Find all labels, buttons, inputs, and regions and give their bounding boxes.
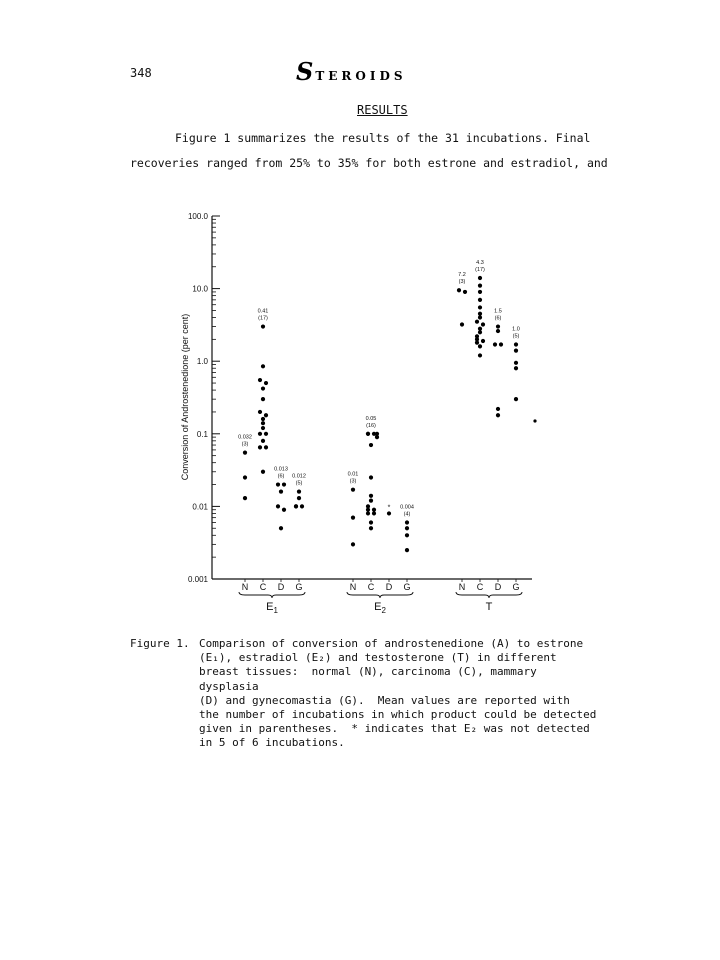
x-category-label: D: [385, 582, 393, 592]
group-brace: [239, 592, 305, 598]
data-point: [475, 341, 479, 345]
x-category-label: C: [367, 582, 375, 592]
data-point: [405, 520, 409, 524]
mean-annotation: 0.004: [400, 504, 414, 511]
data-point: [261, 364, 265, 368]
data-point: [243, 451, 247, 455]
data-point: [372, 511, 376, 515]
data-point: [243, 496, 247, 500]
data-point: [261, 417, 265, 421]
mean-annotation: 1.5: [494, 308, 502, 315]
body-text-line: recoveries ranged from 25% to 35% for both estrone and estradiol, and: [130, 156, 608, 170]
data-point: [297, 489, 301, 493]
data-point: [405, 548, 409, 552]
group-label: $E_2$: [374, 601, 386, 615]
data-point: [351, 542, 355, 546]
caption-text: Comparison of conversion of androstenedione (A) to estrone (E₁), estradiol (E₂) and testosterone (T) in different breast tissues: normal (N), carcinoma (C), mammary dysplasia (D) and gynecomastia (G). Mean values are reported with the number of incubations in which product could be detected given in parentheses. * indicates that E₂ was not detected in 5 of 6 incubations.: [199, 637, 597, 750]
data-point: [478, 298, 482, 302]
data-point: [366, 511, 370, 515]
data-point: [478, 276, 482, 280]
data-point: [496, 329, 500, 333]
data-point: [243, 475, 247, 479]
data-point: [369, 499, 373, 503]
figure-caption: [130, 637, 599, 751]
count-annotation: (5): [512, 333, 520, 340]
data-point: [475, 320, 479, 324]
count-annotation: (5): [295, 480, 303, 487]
x-category-label: D: [277, 582, 285, 592]
data-point: [294, 504, 298, 508]
x-category-label: G: [512, 582, 520, 592]
group-label: T: [485, 601, 493, 613]
data-point: [496, 324, 500, 328]
data-point: [514, 348, 518, 352]
mean-annotation: 0.05: [365, 415, 377, 422]
count-annotation: (6): [277, 473, 285, 480]
data-point: [478, 344, 482, 348]
data-point: [478, 353, 482, 357]
data-point: [499, 342, 503, 346]
y-tick-label: 100.0: [187, 212, 208, 221]
data-point: [387, 511, 391, 515]
journal-logo-initial: S: [296, 57, 316, 86]
mean-annotation: 4.3: [476, 259, 484, 266]
count-annotation: (6): [494, 315, 502, 322]
data-point: [279, 489, 283, 493]
data-point: [514, 361, 518, 365]
journal-logo-rest: TEROIDS: [315, 69, 407, 83]
mean-annotation: 0.012: [292, 473, 306, 480]
data-point: [533, 419, 536, 422]
data-point: [496, 407, 500, 411]
y-tick-label: 0.001: [187, 575, 208, 584]
caption-label: Figure 1.: [130, 637, 190, 650]
data-point: [405, 533, 409, 537]
mean-annotation: 0.013: [274, 466, 288, 473]
data-point: [300, 504, 304, 508]
count-annotation: (3): [241, 441, 249, 448]
x-category-label: N: [458, 582, 466, 592]
x-category-label: G: [403, 582, 411, 592]
data-point: [366, 432, 370, 436]
data-point: [369, 443, 373, 447]
count-annotation: (3): [349, 478, 357, 485]
data-point: [276, 482, 280, 486]
data-point: [264, 413, 268, 417]
data-point: [258, 378, 262, 382]
mean-annotation: 7.2: [458, 272, 466, 279]
data-point: [351, 488, 355, 492]
y-tick-label: 0.01: [192, 502, 208, 512]
data-point: [481, 339, 485, 343]
data-point: [372, 508, 376, 512]
data-point: [366, 508, 370, 512]
count-annotation: (3): [458, 279, 466, 286]
data-point: [478, 283, 482, 287]
data-point: [375, 435, 379, 439]
x-category-label: N: [241, 582, 249, 592]
mean-annotation: *: [387, 504, 391, 512]
data-point: [261, 421, 265, 425]
y-tick-label: 1.0: [196, 357, 208, 367]
data-point: [369, 494, 373, 498]
data-point: [478, 290, 482, 294]
data-point: [282, 508, 286, 512]
page-number: 348: [130, 66, 152, 80]
data-point: [493, 342, 497, 346]
x-category-label: C: [476, 582, 484, 592]
count-annotation: (4): [403, 511, 411, 518]
data-point: [351, 516, 355, 520]
section-heading: RESULTS: [357, 103, 408, 117]
data-point: [264, 381, 268, 385]
data-point: [279, 526, 283, 530]
x-category-label: G: [295, 582, 303, 592]
x-category-label: N: [349, 582, 357, 592]
data-point: [261, 470, 265, 474]
data-point: [258, 432, 262, 436]
y-tick-label: 0.1: [196, 429, 208, 439]
body-text-line: Figure 1 summarizes the results of the 31 incubations. Final: [175, 131, 591, 145]
y-tick-label: 10.0: [192, 284, 208, 294]
data-point: [369, 526, 373, 530]
data-point: [258, 445, 262, 449]
count-annotation: (16): [366, 422, 376, 429]
count-annotation: (17): [258, 315, 268, 322]
data-point: [369, 475, 373, 479]
x-category-label: D: [494, 582, 502, 592]
mean-annotation: 0.01: [347, 471, 359, 478]
mean-annotation: 1.0: [512, 326, 520, 333]
x-category-label: C: [259, 582, 267, 592]
data-point: [261, 426, 265, 430]
group-label: $E_1$: [266, 601, 278, 615]
data-point: [276, 504, 280, 508]
y-axis-label: Conversion of Androstenedione (per cent): [180, 313, 190, 481]
group-label-subscript: 1: [273, 606, 278, 615]
data-point: [369, 520, 373, 524]
data-point: [261, 324, 265, 328]
group-brace: [456, 592, 522, 598]
data-point: [478, 305, 482, 309]
data-point: [261, 439, 265, 443]
data-point: [258, 410, 262, 414]
mean-annotation: 0.032: [238, 434, 252, 441]
group-label-subscript: 2: [381, 606, 386, 615]
data-point: [405, 526, 409, 530]
data-point: [478, 327, 482, 331]
data-point: [261, 397, 265, 401]
data-point: [514, 342, 518, 346]
data-point: [514, 397, 518, 401]
data-point: [264, 445, 268, 449]
data-point: [457, 288, 461, 292]
data-point: [261, 386, 265, 390]
data-point: [496, 413, 500, 417]
count-annotation: (17): [475, 266, 485, 273]
data-point: [514, 366, 518, 370]
data-point: [297, 496, 301, 500]
group-brace: [347, 592, 413, 598]
data-point: [478, 312, 482, 316]
data-point: [282, 482, 286, 486]
data-point: [460, 322, 464, 326]
data-point: [481, 322, 485, 326]
mean-annotation: 0.41: [257, 308, 269, 315]
data-point: [264, 432, 268, 436]
data-point: [478, 315, 482, 319]
data-point: [478, 330, 482, 334]
data-point: [463, 290, 467, 294]
